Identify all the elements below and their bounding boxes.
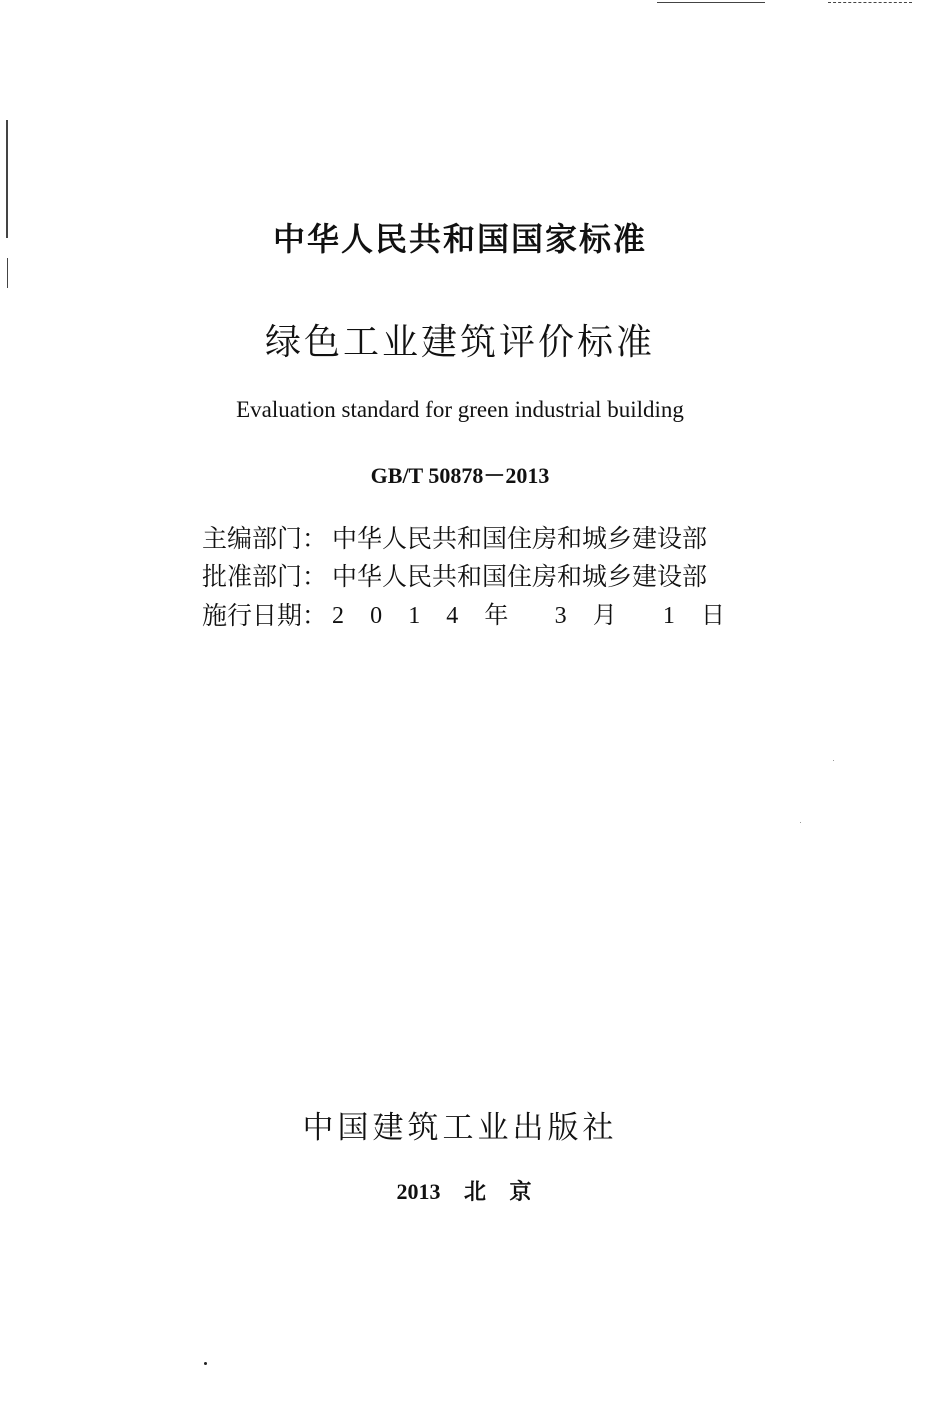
standard-code: GB/T 50878－2013 <box>370 463 550 488</box>
scan-artifact-dot <box>204 1362 207 1365</box>
effective-date-value: 2 0 1 4 年 3 月 1 日 <box>332 603 725 629</box>
document-title-english: Evaluation standard for green industrial building <box>236 397 684 422</box>
detail-value: 中华人民共和国住房和城乡建设部 <box>332 524 708 553</box>
detail-label: 主编部门： <box>202 524 328 553</box>
publisher-name: 中国建筑工业出版社 <box>302 1110 618 1146</box>
scan-artifact-speck <box>800 822 801 823</box>
detail-row-effective-date <box>202 601 725 631</box>
scan-artifact-line <box>657 2 765 3</box>
document-title-chinese: 绿色工业建筑评价标准 <box>264 322 655 363</box>
publication-year-place: 2013 北 京 <box>396 1179 532 1204</box>
scan-artifact-dashed-line <box>828 2 912 3</box>
detail-row-approving-department <box>202 562 707 592</box>
detail-label: 批准部门： <box>202 562 328 591</box>
detail-value: 中华人民共和国住房和城乡建设部 <box>332 562 708 591</box>
scan-artifact-edge-line <box>7 258 8 288</box>
standard-category: 中华人民共和国国家标准 <box>272 220 647 258</box>
detail-label: 施行日期： <box>202 601 328 630</box>
scan-artifact-speck <box>833 760 834 761</box>
detail-row-editing-department <box>202 524 707 554</box>
